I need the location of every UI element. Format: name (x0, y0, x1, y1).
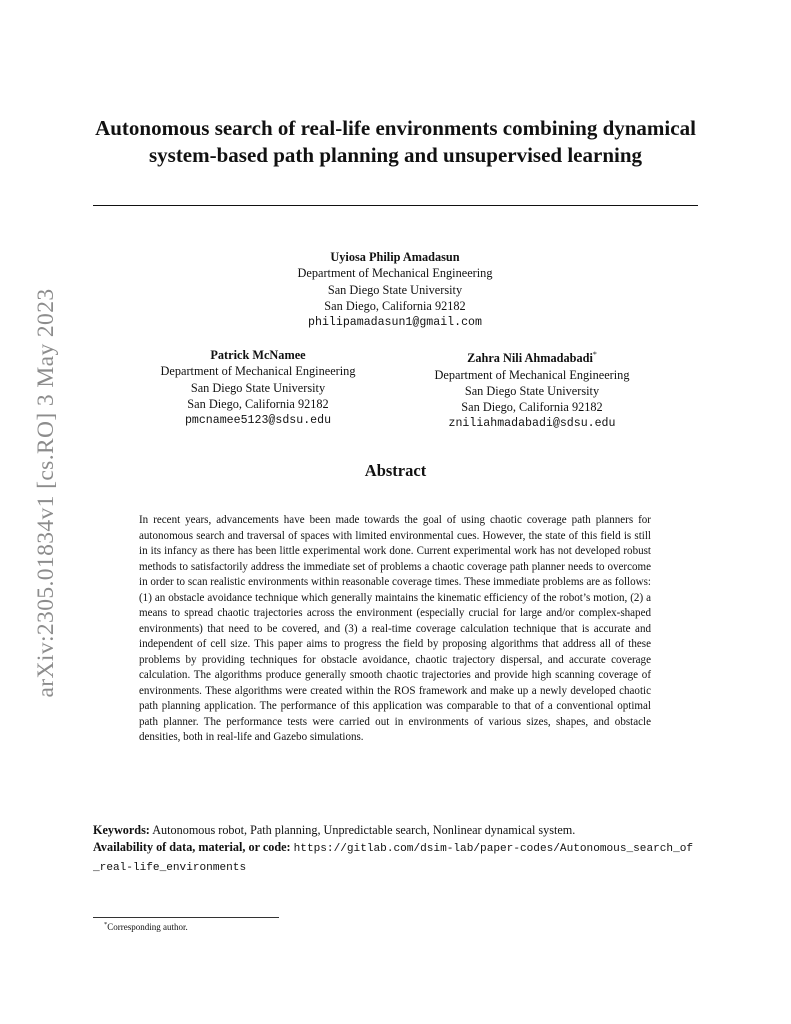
author-name: Uyiosa Philip Amadasun (330, 250, 460, 264)
keywords-label: Keywords: (93, 823, 150, 837)
footnote-mark: * (104, 921, 108, 928)
author-location: San Diego, California 92182 (461, 400, 603, 415)
author-name: Zahra Nili Ahmadabadi* (467, 350, 597, 366)
author-department: Department of Mechanical Engineering (297, 266, 493, 281)
footnote-text: Corresponding author. (107, 922, 188, 932)
arxiv-identifier: arXiv:2305.01834v1 [cs.RO] 3 May 2023 (33, 288, 59, 698)
corresponding-author-mark: * (592, 350, 597, 359)
author-university: San Diego State University (327, 282, 463, 297)
author-location: San Diego, California 92182 (324, 299, 466, 314)
availability-label: Availability of data, material, or code: (93, 840, 291, 854)
footnote (104, 921, 188, 932)
author-department: Department of Mechanical Engineering (160, 364, 356, 379)
author-block-2 (138, 347, 378, 429)
abstract-text: In recent years, advancements have been made towards the goal of using chaotic coverage path planners for autonomous search and traversal of spaces with limited environmental cues. However, the state of this field is still in its infancy as there has been little experimental work done. Current experimental work has not developed robust methods to satisfactorily address the immediate set of problems a chaotic coverage path planner needs to overcome in order to scan realistic environments within reasonable coverage times. These immediate problems are as follows: (1) an obstacle avoidance technique which generally maintains the kinematic efficiency of the robot’s motion, (2) a means to spread chaotic trajectories across the environment (especially crucial for large and/or complex-shaped environments) that need to be covered, and (3) a real-time coverage calculation technique that is accurate and independent of cell size. This paper aims to progress the field by proposing algorithms that address all of these problems by providing techniques for obstacle avoidance, chaotic trajectory dispersal, and accurate coverage calculation. The algorithms produce generally smooth chaotic trajectories and provide high scanning coverage of environments. These algorithms were created within the ROS framework and make up a newly developed chaotic path planning application. The performance of this application was comparable to that of a conventional optimal path planner. The performance tests were carried out in environments of various sizes, shapes, and obstacle densities, both in real-life and Gazebo simulations. (139, 514, 651, 743)
author-university: San Diego State University (464, 383, 600, 398)
author-email[interactable]: philipamadasun1@gmail.com (308, 315, 482, 329)
paper-title: Autonomous search of real-life environments combining dynamical system-based path planning and unsupervised learning (95, 116, 696, 167)
keywords-text: Autonomous robot, Path planning, Unpredictable search, Nonlinear dynamical system. (152, 823, 576, 837)
footnote-rule (93, 917, 279, 918)
author-email[interactable]: zniliahmadabadi@sdsu.edu (448, 416, 616, 430)
availability-line (93, 839, 699, 877)
author-name: Patrick McNamee (210, 348, 306, 362)
code-repository-link[interactable]: https://gitlab.com/dsim-lab/paper-codes/Autonomous_search_of_real-life_environments (93, 843, 694, 874)
author-block-3 (412, 347, 652, 432)
author-university: San Diego State University (190, 380, 326, 395)
author-email[interactable]: pmcnamee5123@sdsu.edu (184, 413, 332, 427)
author-location: San Diego, California 92182 (187, 397, 329, 412)
author-department: Department of Mechanical Engineering (434, 367, 630, 382)
abstract-heading: Abstract (364, 461, 427, 480)
title-rule (93, 205, 698, 206)
keywords-line (93, 822, 699, 839)
author-block-1 (245, 249, 545, 331)
